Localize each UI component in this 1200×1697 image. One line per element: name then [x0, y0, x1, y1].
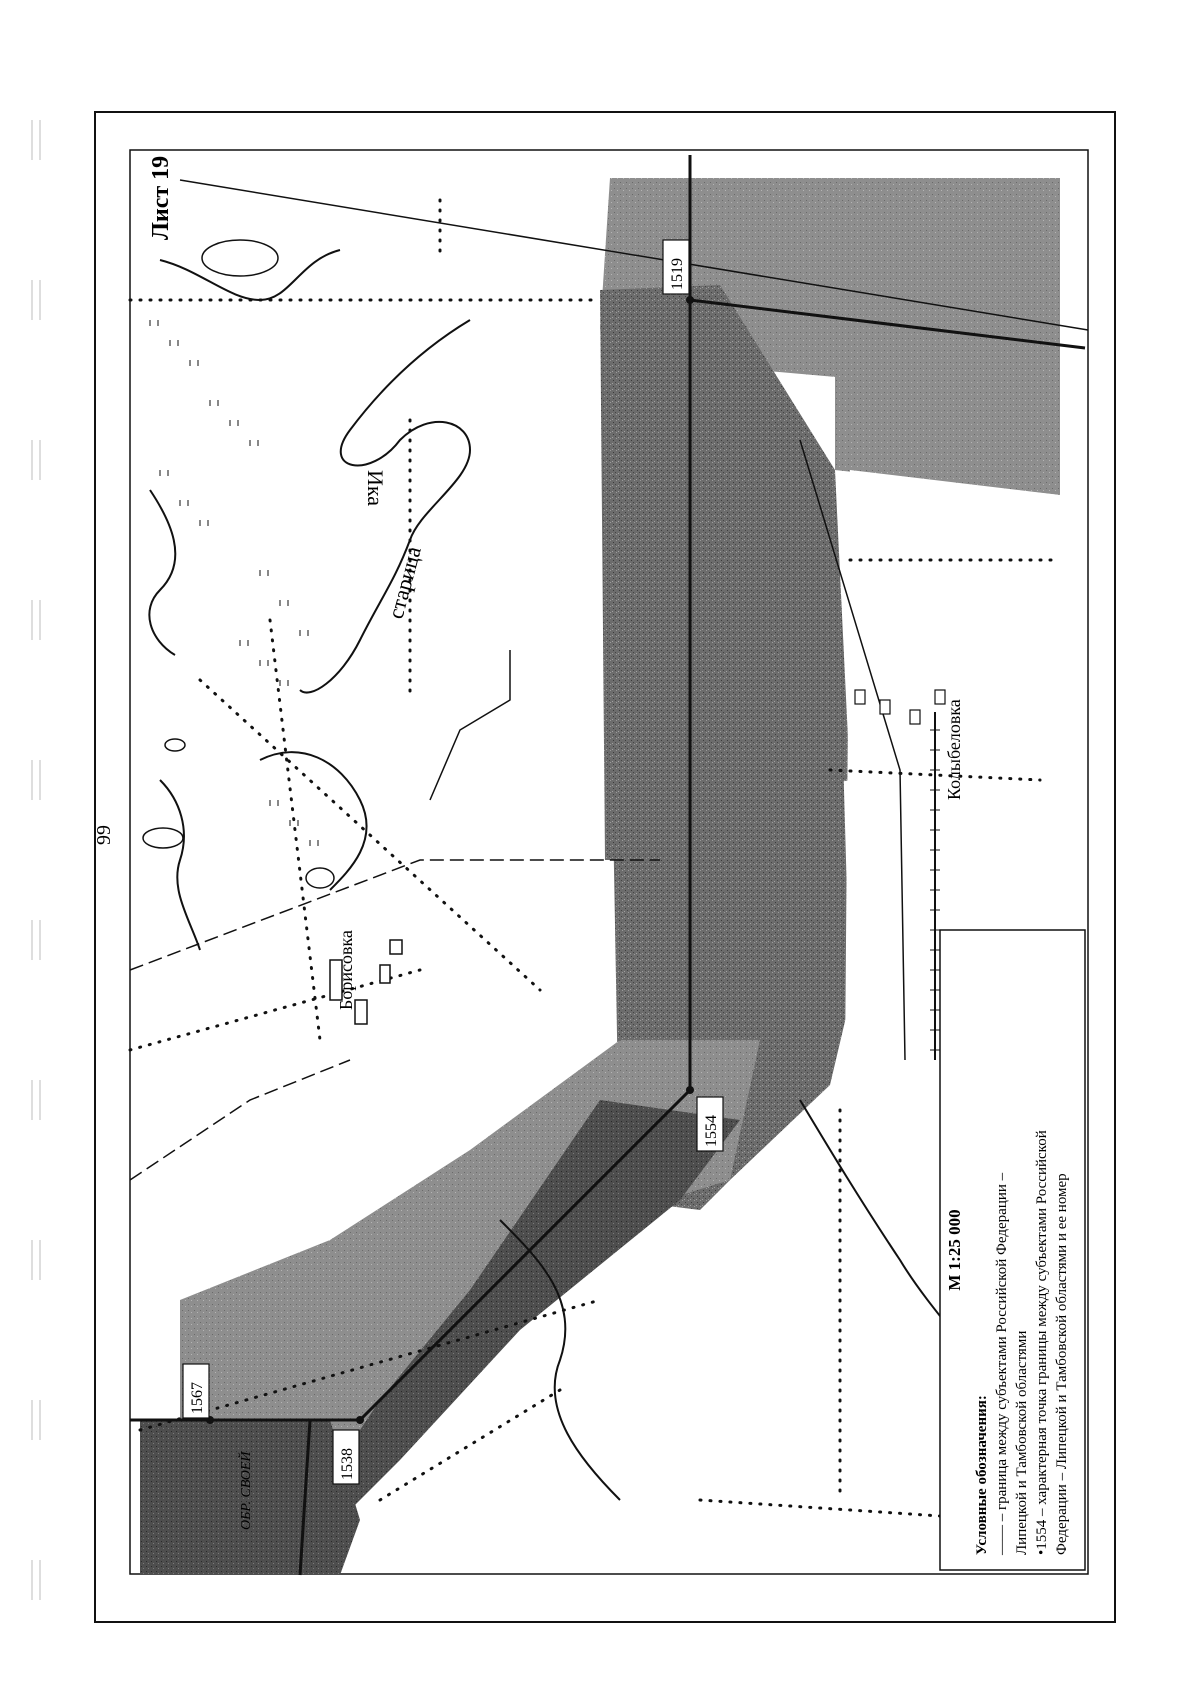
point-label-1519-text: 1567: [189, 1382, 206, 1414]
legend-line-4: Федерации – Липецкой и Тамбовской областями и ее номер: [1054, 1173, 1070, 1555]
point-label-1554-text: 1554: [703, 1115, 720, 1147]
legend-line-1: —— – граница между субъектами Российской Федерации –: [994, 1172, 1010, 1555]
place-kolybelovka: Колыбеловка: [944, 699, 964, 800]
place-borisovka: Борисовка: [336, 930, 356, 1010]
point-label-1538: [333, 1430, 359, 1484]
place-river-ika: Ика: [363, 470, 388, 507]
legend-scale: М 1:25 000: [945, 1209, 964, 1291]
boundary-point-1567: [686, 296, 694, 304]
page-number: 99: [93, 825, 115, 845]
legend-heading: Условные обозначения:: [974, 1395, 990, 1555]
stream-middle: [160, 780, 200, 950]
lake-2: [143, 828, 183, 848]
legend-box: [940, 930, 1085, 1570]
river-ika: [300, 320, 470, 693]
lake-1: [202, 240, 278, 276]
boundary-point-1554: [686, 1086, 694, 1094]
point-label-1519: [183, 1364, 209, 1418]
lake-3: [306, 868, 334, 888]
scan-margin-marks: [32, 120, 40, 1600]
point-label-1554: [697, 1097, 723, 1151]
place-oxbow: старица: [382, 543, 426, 622]
boundary-point-1538: [356, 1416, 364, 1424]
lake-4: [165, 739, 185, 751]
point-label-1567: [663, 240, 689, 294]
sheet-title: Лист 19: [148, 155, 174, 240]
road-upper: [430, 650, 510, 800]
point-label-1538-text: 1538: [339, 1448, 356, 1480]
point-label-1567-text: 1519: [669, 258, 686, 290]
oxbow-left: [149, 490, 175, 655]
lakes: [143, 240, 334, 888]
marsh-hatching: [150, 320, 318, 846]
road-dashed-2: [130, 1060, 350, 1180]
legend-line-3: •1554 – характерная точка границы между субъектами Российской: [1034, 1130, 1050, 1555]
handwritten-note: ОБР. СВОЕЙ: [239, 1451, 254, 1530]
legend-line-2: Липецкой и Тамбовской областями: [1014, 1330, 1030, 1555]
